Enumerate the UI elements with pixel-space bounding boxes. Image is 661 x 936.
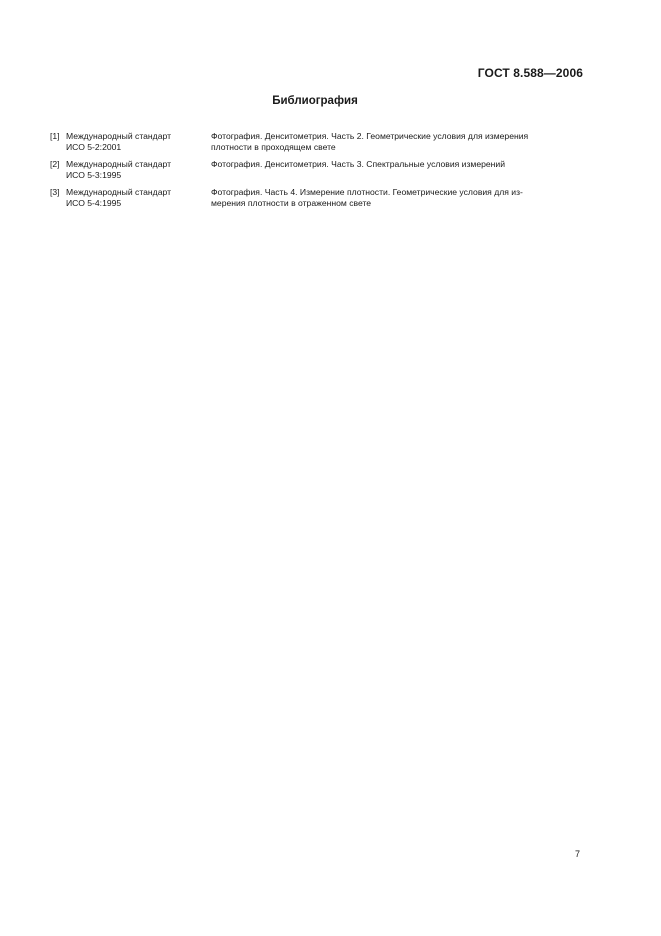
bibliography-item: [50, 187, 590, 209]
title-line: Фотография. Часть 4. Измерение плотности. Геометрические условия для из-: [211, 186, 523, 197]
title-line: Фотография. Денситометрия. Часть 2. Геометрические условия для измерения: [211, 131, 529, 141]
reference-code: ИСО 5-2:2001: [66, 142, 122, 153]
bibliography-item: [50, 159, 590, 181]
bibliography-number: [2]: [50, 158, 60, 169]
section-title: Библиография: [272, 95, 358, 107]
bibliography-title: [211, 159, 590, 181]
reference-code: ИСО 5-4:1995: [66, 198, 122, 209]
reference-type: Международный стандарт: [66, 131, 172, 141]
title-line: мерения плотности в отраженном свете: [211, 198, 372, 209]
reference-type: Международный стандарт: [66, 186, 172, 197]
page-number: 7: [575, 849, 581, 859]
bibliography-reference: [66, 131, 211, 153]
reference-type: Международный стандарт: [66, 158, 172, 169]
bibliography-reference: [66, 159, 211, 181]
bibliography-item: [50, 131, 590, 153]
bibliography-title: [211, 131, 590, 153]
reference-code: ИСО 5-3:1995: [66, 170, 122, 181]
bibliography-list: [50, 131, 590, 215]
bibliography-reference: [66, 187, 211, 209]
bibliography-number: [1]: [50, 131, 60, 141]
title-line: плотности в проходящем свете: [211, 142, 336, 153]
document-code: ГОСТ 8.588—2006: [477, 66, 583, 80]
bibliography-number: [3]: [50, 186, 60, 197]
title-line: Фотография. Денситометрия. Часть 3. Спектральные условия измерений: [211, 158, 506, 169]
bibliography-title: [211, 187, 590, 209]
